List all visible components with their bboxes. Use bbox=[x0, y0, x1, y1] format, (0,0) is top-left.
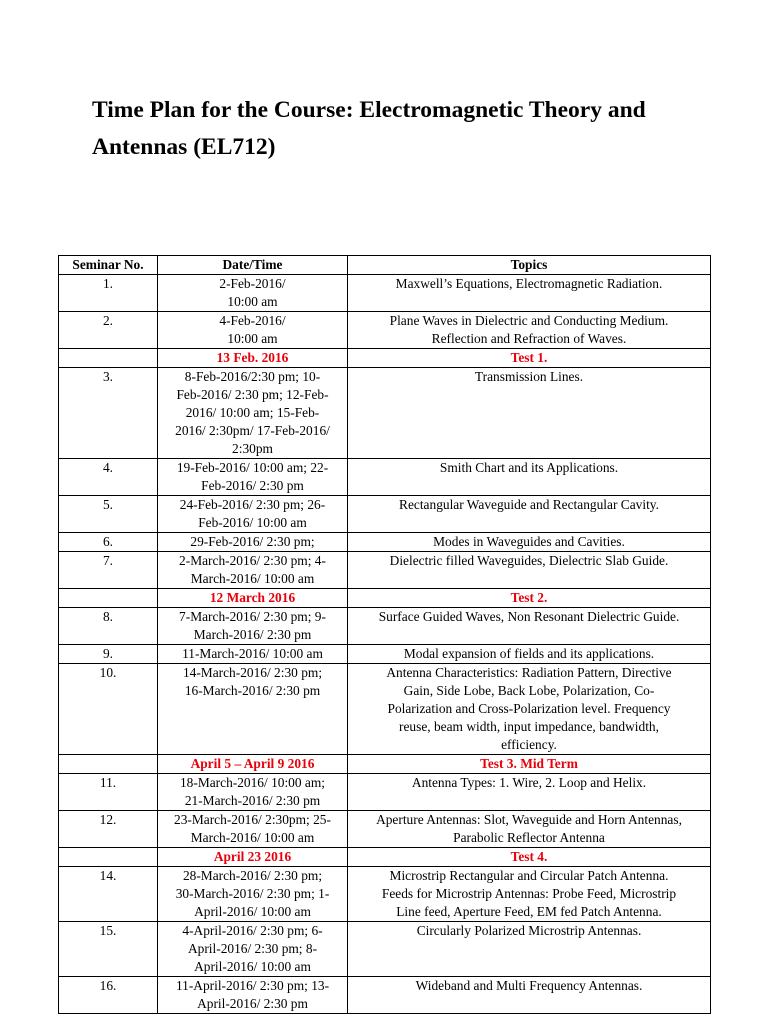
seminar-no-cell: 2. bbox=[59, 312, 158, 349]
seminar-no-cell bbox=[59, 349, 158, 368]
topic-cell: Modes in Waveguides and Cavities. bbox=[348, 533, 711, 552]
table-row bbox=[59, 811, 711, 848]
topic-cell: Surface Guided Waves, Non Resonant Dielectric Guide. bbox=[348, 608, 711, 645]
topic-cell: Test 3. Mid Term bbox=[348, 755, 711, 774]
header-row bbox=[59, 256, 711, 275]
topic-cell: Aperture Antennas: Slot, Waveguide and Horn Antennas, Parabolic Reflector Antenna bbox=[348, 811, 711, 848]
topic-cell: Dielectric filled Waveguides, Dielectric Slab Guide. bbox=[348, 552, 711, 589]
date-time-cell: 13 Feb. 2016 bbox=[158, 349, 348, 368]
topic-cell: Transmission Lines. bbox=[348, 368, 711, 459]
seminar-no-cell: 7. bbox=[59, 552, 158, 589]
seminar-no-cell: 15. bbox=[59, 922, 158, 977]
seminar-no-cell: 11. bbox=[59, 774, 158, 811]
seminar-no-cell: 6. bbox=[59, 533, 158, 552]
table-row bbox=[59, 552, 711, 589]
topic-cell: Smith Chart and its Applications. bbox=[348, 459, 711, 496]
date-time-cell: April 23 2016 bbox=[158, 848, 348, 867]
table-row bbox=[59, 774, 711, 811]
seminar-no-cell: 14. bbox=[59, 867, 158, 922]
date-time-cell: 7-March-2016/ 2:30 pm; 9- March-2016/ 2:30 pm bbox=[158, 608, 348, 645]
date-time-cell: 19-Feb-2016/ 10:00 am; 22- Feb-2016/ 2:30 pm bbox=[158, 459, 348, 496]
topic-cell: Plane Waves in Dielectric and Conducting Medium. Reflection and Refraction of Waves. bbox=[348, 312, 711, 349]
date-time-cell: 23-March-2016/ 2:30pm; 25- March-2016/ 10:00 am bbox=[158, 811, 348, 848]
seminar-no-cell: 3. bbox=[59, 368, 158, 459]
time-plan-table bbox=[58, 255, 711, 1014]
date-time-cell: April 5 – April 9 2016 bbox=[158, 755, 348, 774]
date-time-cell: 8-Feb-2016/2:30 pm; 10- Feb-2016/ 2:30 pm; 12-Feb- 2016/ 10:00 am; 15-Feb- 2016/ 2:30pm/ 17-Feb-2016/ 2:30pm bbox=[158, 368, 348, 459]
test-row bbox=[59, 848, 711, 867]
topic-cell: Microstrip Rectangular and Circular Patch Antenna. Feeds for Microstrip Antennas: Probe Feed, Microstrip Line feed, Aperture Feed, EM fed Patch Antenna. bbox=[348, 867, 711, 922]
date-time-cell: 18-March-2016/ 10:00 am; 21-March-2016/ 2:30 pm bbox=[158, 774, 348, 811]
seminar-no-cell bbox=[59, 848, 158, 867]
date-time-cell: 2-March-2016/ 2:30 pm; 4- March-2016/ 10:00 am bbox=[158, 552, 348, 589]
table-row bbox=[59, 608, 711, 645]
table-row bbox=[59, 977, 711, 1014]
seminar-no-cell: 16. bbox=[59, 977, 158, 1014]
date-time-cell: 2-Feb-2016/ 10:00 am bbox=[158, 275, 348, 312]
seminar-no-cell: 5. bbox=[59, 496, 158, 533]
header-seminar-no: Seminar No. bbox=[59, 256, 158, 275]
table-body bbox=[59, 275, 711, 1014]
test-row bbox=[59, 589, 711, 608]
test-row bbox=[59, 755, 711, 774]
date-time-cell: 28-March-2016/ 2:30 pm; 30-March-2016/ 2:30 pm; 1- April-2016/ 10:00 am bbox=[158, 867, 348, 922]
topic-cell: Antenna Types: 1. Wire, 2. Loop and Helix. bbox=[348, 774, 711, 811]
test-row bbox=[59, 349, 711, 368]
date-time-cell: 29-Feb-2016/ 2:30 pm; bbox=[158, 533, 348, 552]
header-topics: Topics bbox=[348, 256, 711, 275]
topic-cell: Maxwell’s Equations, Electromagnetic Radiation. bbox=[348, 275, 711, 312]
topic-cell: Rectangular Waveguide and Rectangular Cavity. bbox=[348, 496, 711, 533]
seminar-no-cell: 12. bbox=[59, 811, 158, 848]
table-row bbox=[59, 645, 711, 664]
topic-cell: Wideband and Multi Frequency Antennas. bbox=[348, 977, 711, 1014]
date-time-cell: 4-Feb-2016/ 10:00 am bbox=[158, 312, 348, 349]
table-row bbox=[59, 664, 711, 755]
table-row bbox=[59, 368, 711, 459]
date-time-cell: 4-April-2016/ 2:30 pm; 6- April-2016/ 2:30 pm; 8- April-2016/ 10:00 am bbox=[158, 922, 348, 977]
table-row bbox=[59, 922, 711, 977]
table-row bbox=[59, 533, 711, 552]
table-row bbox=[59, 312, 711, 349]
date-time-cell: 14-March-2016/ 2:30 pm; 16-March-2016/ 2:30 pm bbox=[158, 664, 348, 755]
topic-cell: Test 1. bbox=[348, 349, 711, 368]
seminar-no-cell: 10. bbox=[59, 664, 158, 755]
date-time-cell: 24-Feb-2016/ 2:30 pm; 26- Feb-2016/ 10:00 am bbox=[158, 496, 348, 533]
seminar-no-cell: 9. bbox=[59, 645, 158, 664]
topic-cell: Test 2. bbox=[348, 589, 711, 608]
table-row bbox=[59, 496, 711, 533]
table-row bbox=[59, 867, 711, 922]
date-time-cell: 12 March 2016 bbox=[158, 589, 348, 608]
seminar-no-cell: 1. bbox=[59, 275, 158, 312]
table-header bbox=[59, 256, 711, 275]
topic-cell: Antenna Characteristics: Radiation Pattern, Directive Gain, Side Lobe, Back Lobe, Polarization, Co- Polarization and Cross-Polarization level. Frequency reuse, beam width, input impedance, bandwidth, efficiency. bbox=[348, 664, 711, 755]
seminar-no-cell: 4. bbox=[59, 459, 158, 496]
topic-cell: Test 4. bbox=[348, 848, 711, 867]
date-time-cell: 11-March-2016/ 10:00 am bbox=[158, 645, 348, 664]
seminar-no-cell bbox=[59, 755, 158, 774]
topic-cell: Modal expansion of fields and its applications. bbox=[348, 645, 711, 664]
topic-cell: Circularly Polarized Microstrip Antennas. bbox=[348, 922, 711, 977]
table-row bbox=[59, 459, 711, 496]
page-title: Time Plan for the Course: Electromagnetic Theory and Antennas (EL712) bbox=[92, 97, 646, 160]
table-row bbox=[59, 275, 711, 312]
header-date-time: Date/Time bbox=[158, 256, 348, 275]
seminar-no-cell: 8. bbox=[59, 608, 158, 645]
date-time-cell: 11-April-2016/ 2:30 pm; 13- April-2016/ 2:30 pm bbox=[158, 977, 348, 1014]
seminar-no-cell bbox=[59, 589, 158, 608]
